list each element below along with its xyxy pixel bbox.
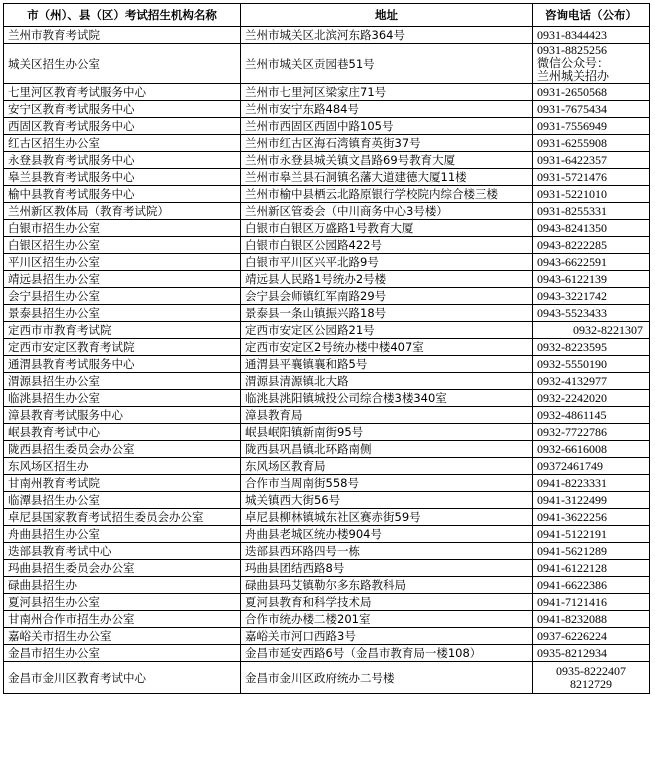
phone-cell [533, 475, 650, 492]
address-cell: 兰州市皋兰县石洞镇名藩大道建德大厦11楼 [241, 169, 533, 186]
phone-line: 0941-8232088 [537, 612, 607, 626]
address-cell: 兰州市城关区北滨河东路364号 [241, 27, 533, 44]
phone-cell [533, 373, 650, 390]
table-row [4, 560, 650, 577]
phone-cell [533, 390, 650, 407]
address-cell: 白银市白银区公园路422号 [241, 237, 533, 254]
table-row [4, 645, 650, 662]
agency-name-cell: 漳县教育考试服务中心 [4, 407, 241, 424]
table-row [4, 577, 650, 594]
phone-line: 0941-5122191 [537, 527, 607, 541]
address-cell: 合作市统办楼二楼201室 [241, 611, 533, 628]
phone-line: 0941-6622386 [537, 578, 607, 592]
address-cell: 漳县教育局 [241, 407, 533, 424]
address-cell: 临洮县洮阳镇城投公司综合楼3楼340室 [241, 390, 533, 407]
table-row [4, 492, 650, 509]
table-row [4, 288, 650, 305]
address-cell: 岷县岷阳镇新南街95号 [241, 424, 533, 441]
agency-name-cell: 城关区招生办公室 [4, 44, 241, 84]
table-row [4, 84, 650, 101]
agency-name-cell: 陇西县招生委员会办公室 [4, 441, 241, 458]
phone-line: 0931-8344423 [537, 28, 607, 42]
header-agency: 市（州）、县（区）考试招生机构名称 [4, 4, 241, 27]
phone-cell [533, 577, 650, 594]
address-cell: 白银市平川区兴平北路9号 [241, 254, 533, 271]
table-row [4, 44, 650, 84]
table-header-row [4, 4, 650, 27]
phone-line: 0932-7722786 [537, 425, 607, 439]
agency-name-cell: 会宁县招生办公室 [4, 288, 241, 305]
address-cell: 玛曲县团结西路8号 [241, 560, 533, 577]
address-cell: 兰州市永登县城关镇文昌路69号教育大厦 [241, 152, 533, 169]
table-row [4, 390, 650, 407]
address-cell: 兰州市城关区贡园巷51号 [241, 44, 533, 84]
table-row [4, 628, 650, 645]
phone-line: 0941-8223331 [537, 476, 607, 490]
phone-line: 0943-5523433 [537, 306, 607, 320]
address-cell: 合作市当周南街558号 [241, 475, 533, 492]
table-row [4, 135, 650, 152]
table-row [4, 475, 650, 492]
agency-name-cell: 临潭县招生办公室 [4, 492, 241, 509]
agency-name-cell: 红古区招生办公室 [4, 135, 241, 152]
address-cell: 迭部县西环路四号一栋 [241, 543, 533, 560]
table-row [4, 407, 650, 424]
phone-line: 0931-7556949 [537, 119, 607, 133]
address-cell: 渭源县清源镇北大路 [241, 373, 533, 390]
agency-name-cell: 金昌市金川区教育考试中心 [4, 662, 241, 694]
table-row [4, 254, 650, 271]
agency-name-cell: 碌曲县招生办 [4, 577, 241, 594]
phone-cell [533, 237, 650, 254]
address-cell: 碌曲县玛艾镇勒尔多东路教科局 [241, 577, 533, 594]
phone-cell [533, 220, 650, 237]
phone-line: 0932-4132977 [537, 374, 607, 388]
address-cell: 夏河县教育和科学技术局 [241, 594, 533, 611]
phone-line: 0931-6255908 [537, 136, 607, 150]
address-cell: 陇西县巩昌镇北环路南侧 [241, 441, 533, 458]
agency-name-cell: 七里河区教育考试服务中心 [4, 84, 241, 101]
phone-cell [533, 441, 650, 458]
phone-line: 0943-8241350 [537, 221, 607, 235]
address-cell: 兰州市安宁东路484号 [241, 101, 533, 118]
agency-name-cell: 定西市市教育考试院 [4, 322, 241, 339]
phone-line: 0941-5621289 [537, 544, 607, 558]
address-cell: 兰州新区管委会（中川商务中心3号楼） [241, 203, 533, 220]
phone-line: 0935-8222407 [556, 663, 626, 678]
agency-name-cell: 卓尼县国家教育考试招生委员会办公室 [4, 509, 241, 526]
phone-line: 0932-4861145 [537, 408, 607, 422]
phone-cell [533, 203, 650, 220]
phone-cell [533, 356, 650, 373]
phone-line: 0943-8222285 [537, 238, 607, 252]
agency-name-cell: 嘉峪关市招生办公室 [4, 628, 241, 645]
exam-agency-table [3, 3, 650, 694]
table-row [4, 220, 650, 237]
agency-name-cell: 渭源县招生办公室 [4, 373, 241, 390]
address-cell: 兰州市七里河区梁家庄71号 [241, 84, 533, 101]
phone-cell [533, 84, 650, 101]
address-cell: 定西市安定区公园路21号 [241, 322, 533, 339]
phone-line: 兰州城关招办 [537, 69, 610, 83]
phone-cell [533, 339, 650, 356]
table-body [4, 27, 650, 694]
table-row [4, 441, 650, 458]
phone-line: 0932-8221307 [573, 323, 643, 337]
agency-name-cell: 安宁区教育考试服务中心 [4, 101, 241, 118]
address-cell: 东风场区教育局 [241, 458, 533, 475]
phone-cell [533, 594, 650, 611]
address-cell: 金昌市延安西路6号（金昌市教育局一楼108） [241, 645, 533, 662]
phone-line: 0937-6226224 [537, 629, 607, 643]
phone-line: 0931-8255331 [537, 204, 607, 218]
table-row [4, 339, 650, 356]
phone-cell [533, 526, 650, 543]
table-row [4, 271, 650, 288]
address-cell: 景泰县一条山镇振兴路18号 [241, 305, 533, 322]
address-cell: 卓尼县柳林镇城东社区赛赤街59号 [241, 509, 533, 526]
agency-name-cell: 东风场区招生办 [4, 458, 241, 475]
page [3, 3, 649, 694]
phone-line: 0931-2650568 [537, 85, 607, 99]
table-row [4, 543, 650, 560]
phone-line: 0932-8223595 [537, 340, 607, 354]
agency-name-cell: 白银区招生办公室 [4, 237, 241, 254]
phone-cell [533, 271, 650, 288]
phone-cell [533, 662, 650, 694]
agency-name-cell: 兰州新区教体局（教育考试院） [4, 203, 241, 220]
address-cell: 嘉峪关市河口西路3号 [241, 628, 533, 645]
table-row [4, 611, 650, 628]
table-row [4, 509, 650, 526]
address-cell: 会宁县会师镇红军南路29号 [241, 288, 533, 305]
phone-line: 0931-5221010 [537, 187, 607, 201]
agency-name-cell: 榆中县教育考试服务中心 [4, 186, 241, 203]
phone-line: 0943-6122139 [537, 272, 607, 286]
agency-name-cell: 靖远县招生办公室 [4, 271, 241, 288]
agency-name-cell: 玛曲县招生委员会办公室 [4, 560, 241, 577]
address-cell: 白银市白银区万盛路1号教育大厦 [241, 220, 533, 237]
agency-name-cell: 西固区教育考试服务中心 [4, 118, 241, 135]
phone-line: 0941-3622256 [537, 510, 607, 524]
phone-cell [533, 492, 650, 509]
phone-cell [533, 322, 650, 339]
table-row [4, 152, 650, 169]
phone-cell [533, 628, 650, 645]
phone-cell [533, 611, 650, 628]
table-row [4, 424, 650, 441]
phone-cell [533, 305, 650, 322]
phone-line: 0931-8825256 [537, 43, 607, 57]
phone-cell [533, 254, 650, 271]
address-cell: 定西市安定区2号统办楼中楼407室 [241, 339, 533, 356]
table-row [4, 186, 650, 203]
phone-line: 0941-7121416 [537, 595, 607, 609]
agency-name-cell: 舟曲县招生办公室 [4, 526, 241, 543]
phone-cell [533, 186, 650, 203]
agency-name-cell: 金昌市招生办公室 [4, 645, 241, 662]
phone-cell [533, 458, 650, 475]
agency-name-cell: 永登县教育考试服务中心 [4, 152, 241, 169]
phone-cell [533, 509, 650, 526]
table-row [4, 458, 650, 475]
phone-cell [533, 645, 650, 662]
agency-name-cell: 岷县教育考试中心 [4, 424, 241, 441]
table-row [4, 594, 650, 611]
phone-line: 0931-6422357 [537, 153, 607, 167]
phone-line: 0941-6122128 [537, 561, 607, 575]
address-cell: 兰州市榆中县栖云北路原银行学校院内综合楼三楼 [241, 186, 533, 203]
agency-name-cell: 甘南州合作市招生办公室 [4, 611, 241, 628]
agency-name-cell: 定西市安定区教育考试院 [4, 339, 241, 356]
phone-line: 0931-7675434 [537, 102, 607, 116]
table-row [4, 662, 650, 694]
phone-line: 0932-2242020 [537, 391, 607, 405]
phone-line: 0941-3122499 [537, 493, 607, 507]
address-cell: 兰州市红古区海石湾镇育英街37号 [241, 135, 533, 152]
table-row [4, 356, 650, 373]
phone-cell [533, 560, 650, 577]
phone-line: 0943-6622591 [537, 255, 607, 269]
phone-cell [533, 169, 650, 186]
phone-line: 09372461749 [537, 459, 603, 473]
agency-name-cell: 白银市招生办公室 [4, 220, 241, 237]
phone-line: 0931-5721476 [537, 170, 607, 184]
agency-name-cell: 兰州市教育考试院 [4, 27, 241, 44]
phone-cell [533, 407, 650, 424]
phone-cell [533, 135, 650, 152]
agency-name-cell: 临洮县招生办公室 [4, 390, 241, 407]
header-address: 地址 [241, 4, 533, 27]
table-row [4, 237, 650, 254]
agency-name-cell: 景泰县招生办公室 [4, 305, 241, 322]
table-row [4, 322, 650, 339]
table-row [4, 169, 650, 186]
table-row [4, 203, 650, 220]
phone-line: 0935-8212934 [537, 646, 607, 660]
table-row [4, 101, 650, 118]
address-cell: 城关镇西大街56号 [241, 492, 533, 509]
phone-cell [533, 288, 650, 305]
agency-name-cell: 皋兰县教育考试服务中心 [4, 169, 241, 186]
phone-line: 0932-6616008 [537, 442, 607, 456]
address-cell: 通渭县平襄镇襄和路5号 [241, 356, 533, 373]
phone-cell [533, 118, 650, 135]
table-row [4, 27, 650, 44]
table-row [4, 305, 650, 322]
address-cell: 舟曲县老城区统办楼904号 [241, 526, 533, 543]
phone-line: 0943-3221742 [537, 289, 607, 303]
phone-line: 8212729 [570, 676, 612, 691]
agency-name-cell: 平川区招生办公室 [4, 254, 241, 271]
table-row [4, 118, 650, 135]
phone-cell [533, 543, 650, 560]
address-cell: 靖远县人民路1号统办2号楼 [241, 271, 533, 288]
agency-name-cell: 通渭县教育考试服务中心 [4, 356, 241, 373]
agency-name-cell: 甘南州教育考试院 [4, 475, 241, 492]
phone-line: 微信公众号： [537, 56, 610, 70]
header-phone: 咨询电话（公布） [533, 4, 650, 27]
address-cell: 兰州市西固区西固中路105号 [241, 118, 533, 135]
phone-cell [533, 424, 650, 441]
table-row [4, 526, 650, 543]
agency-name-cell: 迭部县教育考试中心 [4, 543, 241, 560]
phone-cell [533, 152, 650, 169]
agency-name-cell: 夏河县招生办公室 [4, 594, 241, 611]
phone-cell [533, 27, 650, 44]
address-cell: 金昌市金川区政府统办二号楼 [241, 662, 533, 694]
phone-line: 0932-5550190 [537, 357, 607, 371]
table-row [4, 373, 650, 390]
phone-cell [533, 44, 650, 84]
phone-cell [533, 101, 650, 118]
